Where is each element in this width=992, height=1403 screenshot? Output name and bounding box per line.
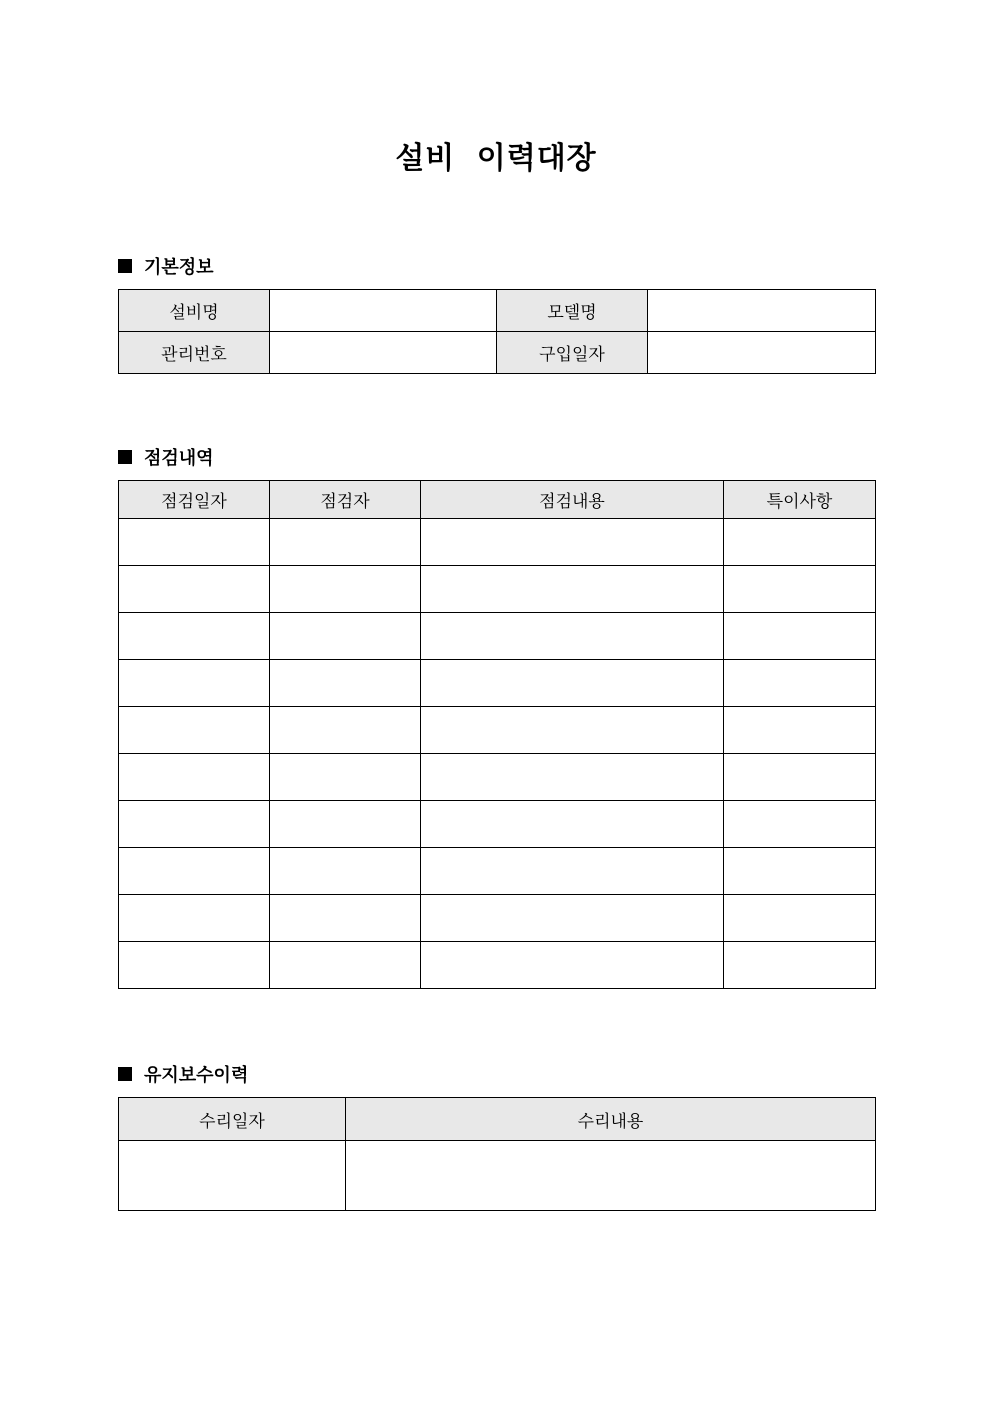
section-heading-label: 유지보수이력 (144, 1065, 249, 1086)
inspection-date-cell[interactable] (119, 613, 270, 660)
remarks-cell[interactable] (724, 660, 876, 707)
remarks-cell[interactable] (724, 566, 876, 613)
inspection-content-cell[interactable] (421, 566, 724, 613)
square-bullet-icon (118, 259, 132, 273)
remarks-cell[interactable] (724, 942, 876, 989)
basic-info-table (118, 289, 876, 374)
inspector-cell[interactable] (270, 895, 421, 942)
inspection-date-cell[interactable] (119, 895, 270, 942)
inspection-content-cell[interactable] (421, 895, 724, 942)
table-row (119, 613, 876, 660)
table-row (119, 848, 876, 895)
inspection-date-cell[interactable] (119, 848, 270, 895)
column-header-repair-content: 수리내용 (346, 1098, 876, 1141)
table-row (119, 707, 876, 754)
label-equipment-name: 설비명 (119, 290, 270, 332)
section-heading-maintenance (118, 1061, 248, 1087)
section-heading-label: 기본정보 (144, 257, 214, 278)
label-management-number: 관리번호 (119, 332, 270, 374)
inspection-date-cell[interactable] (119, 707, 270, 754)
inspection-date-cell[interactable] (119, 801, 270, 848)
inspector-cell[interactable] (270, 754, 421, 801)
inspection-content-cell[interactable] (421, 754, 724, 801)
column-header-inspection-content: 점검내용 (421, 481, 724, 519)
column-header-repair-date: 수리일자 (119, 1098, 346, 1141)
label-model-name: 모델명 (497, 290, 648, 332)
inspection-content-cell[interactable] (421, 801, 724, 848)
table-row (119, 801, 876, 848)
page-title: 설비 이력대장 (395, 141, 597, 176)
inspector-cell[interactable] (270, 519, 421, 566)
remarks-cell[interactable] (724, 801, 876, 848)
remarks-cell[interactable] (724, 519, 876, 566)
inspection-table (118, 480, 876, 989)
inspection-date-cell[interactable] (119, 566, 270, 613)
section-heading-basic (118, 253, 214, 279)
inspector-cell[interactable] (270, 707, 421, 754)
repair-content-cell[interactable] (346, 1141, 876, 1211)
repair-date-cell[interactable] (119, 1141, 346, 1211)
purchase-date-field[interactable] (648, 332, 876, 374)
inspector-cell[interactable] (270, 660, 421, 707)
inspection-content-cell[interactable] (421, 613, 724, 660)
square-bullet-icon (118, 1067, 132, 1081)
table-row (119, 660, 876, 707)
inspection-date-cell[interactable] (119, 942, 270, 989)
maintenance-table (118, 1097, 876, 1211)
inspection-content-cell[interactable] (421, 660, 724, 707)
management-number-field[interactable] (270, 332, 497, 374)
column-header-remarks: 특이사항 (724, 481, 876, 519)
inspector-cell[interactable] (270, 613, 421, 660)
square-bullet-icon (118, 450, 132, 464)
inspection-date-cell[interactable] (119, 754, 270, 801)
inspector-cell[interactable] (270, 942, 421, 989)
table-row (119, 895, 876, 942)
inspection-content-cell[interactable] (421, 848, 724, 895)
section-heading-label: 점검내역 (144, 448, 214, 469)
table-row (119, 942, 876, 989)
remarks-cell[interactable] (724, 613, 876, 660)
equipment-name-field[interactable] (270, 290, 497, 332)
table-row (119, 519, 876, 566)
column-header-inspection-date: 점검일자 (119, 481, 270, 519)
model-name-field[interactable] (648, 290, 876, 332)
table-row (119, 566, 876, 613)
inspector-cell[interactable] (270, 566, 421, 613)
inspector-cell[interactable] (270, 801, 421, 848)
table-row (119, 1141, 876, 1211)
section-heading-inspection (118, 444, 214, 470)
remarks-cell[interactable] (724, 895, 876, 942)
remarks-cell[interactable] (724, 707, 876, 754)
inspection-content-cell[interactable] (421, 519, 724, 566)
remarks-cell[interactable] (724, 848, 876, 895)
inspection-date-cell[interactable] (119, 519, 270, 566)
column-header-inspector: 점검자 (270, 481, 421, 519)
remarks-cell[interactable] (724, 754, 876, 801)
inspection-content-cell[interactable] (421, 707, 724, 754)
inspector-cell[interactable] (270, 848, 421, 895)
inspection-date-cell[interactable] (119, 660, 270, 707)
inspection-content-cell[interactable] (421, 942, 724, 989)
label-purchase-date: 구입일자 (497, 332, 648, 374)
table-row (119, 754, 876, 801)
